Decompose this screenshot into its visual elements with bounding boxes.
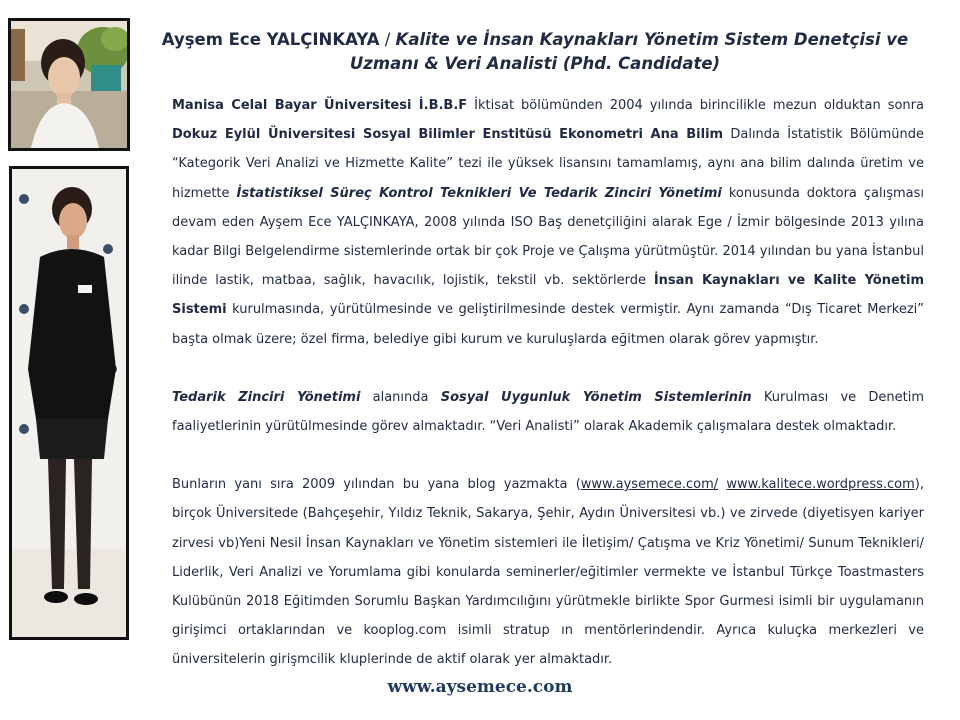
biography-text bbox=[172, 91, 924, 675]
text-run: kurulmasında, yürütülmesinde ve geliştirilmesinde destek vermiştir. Aynı zamanda “Dış Ticaret Merkezi” başta olmak üzere; özel firma, belediye gibi kurum ve kuruluşlarda eğitmen olarak görev yapmıştır. bbox=[172, 302, 924, 347]
doctorate-topic: İstatistiksel Süreç Kontrol Teknikleri Ve Tedarik Zinciri Yönetimi bbox=[236, 185, 722, 201]
social-compliance-term: Sosyal Uygunluk Yönetim Sistemlerinin bbox=[440, 389, 752, 405]
page-header bbox=[140, 28, 930, 76]
full-length-image bbox=[12, 169, 126, 637]
footer-website[interactable]: www.aysemece.com bbox=[387, 677, 573, 697]
text-run: ), birçok Üniversitede (Bahçeşehir, Yıldız Teknik, Sakarya, Şehir, Aydın Üniversitesi vb.) ve zirvede (diyetisyen kariyer zirvesi vb)Yeni Nesil İnsan Kaynakları ve Yönetim sistemleri ile İletişim/ Çatışma ve Kriz Yönetimi/ Sunum Teknikleri/ Liderlik, Veri Analizi ve Yorumlama gibi konularda seminerler/eğitimler vermekte ve İstanbul Türkçe Toastmasters Kulübünün 2018 Eğitimden Sorumlu Başkan Yardımcılığını yürütmekle birlikte Spor Gurmesi isimli bir uygulamanın girişimci ortaklarından ve kooplog.com isimli stratup ın mentörlerindendir. Ayrıca kuluçka merkezleri ve üniversitelerin girişmcilik kluplerinde de aktif olarak yer almaktadır. bbox=[172, 477, 924, 668]
header-separator: / bbox=[379, 30, 396, 49]
university-name: Manisa Celal Bayar Üniversitesi İ.B.B.F bbox=[172, 98, 468, 113]
blog-link-aysemece[interactable]: www.aysemece.com/ bbox=[580, 477, 719, 493]
paragraph-education bbox=[172, 91, 924, 354]
text-run: İktisat bölümünden 2004 yılında birincilikle mezun olduktan sonra bbox=[467, 98, 924, 113]
hr-quality-systems: İnsan Kaynakları ve Kalite Yönetim Sistemi bbox=[172, 273, 925, 318]
institute-name: Dokuz Eylül Üniversitesi Sosyal Bilimler Enstitüsü Ekonometri Ana Bilim bbox=[172, 127, 724, 143]
person-title: Kalite ve İnsan Kaynakları Yönetim Sistem Denetçisi ve Uzmanı & Veri Analisti (Phd. Candidate) bbox=[349, 30, 909, 73]
portrait-image bbox=[11, 21, 127, 148]
text-run: konusunda doktora çalışması devam eden Ayşem Ece YALÇINKAYA, 2008 yılında ISO Baş denetçiliğini alarak Ege / İzmir bölgesinde 2013 yılına kadar Bilgi Belgelendirme sistemlerinde ortak bir çok Proje ve Çalışma yürütmüştür. 2014 yılından bu yana İstanbul ilinde lastik, matbaa, sağlık, havacılık, lojistik, tekstil vb. sektörlerde bbox=[172, 185, 924, 289]
text-run: Dalında İstatistik Bölümünde “Kategorik Veri Analizi ve Hizmette Kalite” tezi ile yüksek lisansını tamamlamış, aynı ana bilim dalında üretim ve hizmette bbox=[172, 127, 925, 201]
paragraph-activities bbox=[172, 470, 924, 674]
person-name: Ayşem Ece YALÇINKAYA bbox=[161, 30, 380, 49]
blog-link-kalitece[interactable]: www.kalitece.wordpress.com bbox=[726, 477, 915, 493]
paragraph-supply-chain bbox=[172, 383, 924, 441]
full-length-photo bbox=[9, 166, 129, 640]
portrait-photo bbox=[8, 18, 130, 151]
text-run: alanında bbox=[360, 389, 441, 405]
text-run: Bunların yanı sıra 2009 yılından bu yana blog yazmakta ( bbox=[172, 477, 581, 493]
supply-chain-term: Tedarik Zinciri Yönetimi bbox=[172, 389, 361, 405]
text-run: Kurulması ve Denetim faaliyetlerinin yürütülmesinde görev almaktadır. “Veri Analisti” olarak Akademik çalışmalara destek olmaktadır. bbox=[172, 389, 924, 435]
